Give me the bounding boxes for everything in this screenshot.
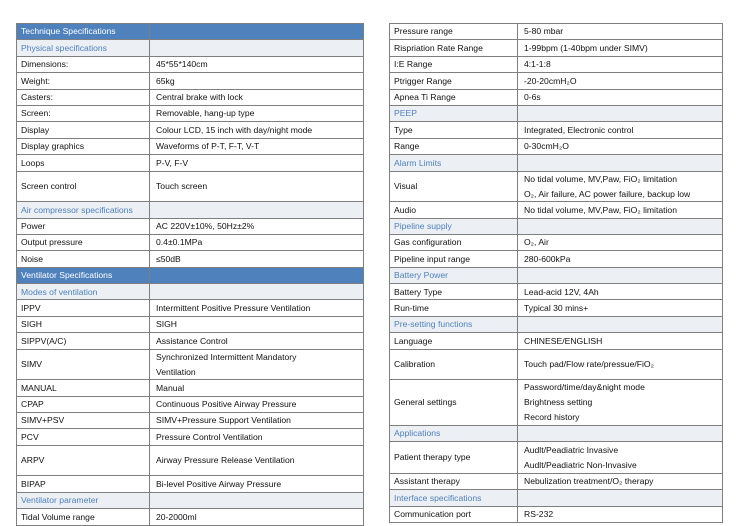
spec-value-line: 45*55*140cm: [156, 59, 208, 70]
right-spec-table: [389, 23, 723, 523]
spec-row-i-e-range: [390, 56, 723, 72]
spec-value: [150, 89, 364, 105]
spec-label: Type: [390, 122, 518, 138]
spec-label: Pipeline input range: [390, 251, 518, 267]
spec-row-output-pressure: [17, 234, 364, 250]
spec-value-line: 280-600kPa: [524, 253, 571, 264]
spec-row-manual: [17, 380, 364, 396]
spec-label: Noise: [17, 251, 150, 267]
subsection-filler: [518, 155, 723, 171]
spec-row-range: [390, 138, 723, 154]
spec-label: Assistant therapy: [390, 473, 518, 489]
spec-value: [518, 380, 723, 426]
subsection-title: Interface specifications: [390, 490, 518, 506]
subsection-filler: [518, 490, 723, 506]
section-header: [17, 267, 364, 283]
spec-value: [150, 171, 364, 202]
spec-value: [150, 105, 364, 121]
spec-label: General settings: [390, 380, 518, 426]
subsection-header: [390, 267, 723, 283]
subsection-title: PEEP: [390, 105, 518, 121]
subsection-title: Air compressor specifications: [17, 202, 150, 218]
spec-label: ARPV: [17, 445, 150, 476]
spec-value-line: Intermittent Positive Pressure Ventilation: [156, 302, 311, 313]
subsection-header: [390, 105, 723, 121]
spec-label: Pressure range: [390, 24, 518, 40]
spec-label: SIMV: [17, 349, 150, 380]
section-title: Ventilator Specifications: [17, 267, 150, 283]
spec-value-line: P-V, F-V: [156, 157, 189, 168]
spec-value-line: Record history: [524, 412, 580, 423]
subsection-filler: [518, 316, 723, 332]
spec-value: [150, 476, 364, 492]
spec-value: [150, 413, 364, 429]
spec-value-line: Audlt/Peadiatric Non-Invasive: [524, 459, 637, 470]
subsection-title: Alarm Limits: [390, 155, 518, 171]
spec-label: SIGH: [17, 316, 150, 332]
spec-value-line: 65kg: [156, 75, 175, 86]
subsection-filler: [518, 426, 723, 442]
spec-value: [150, 234, 364, 250]
spec-row-casters: [17, 89, 364, 105]
spec-value: [150, 138, 364, 154]
subsection-title: Battery Power: [390, 267, 518, 283]
subsection-title: Ventilator parameter: [17, 492, 150, 508]
spec-row-display: [17, 122, 364, 138]
subsection-filler: [150, 202, 364, 218]
spec-value: [150, 380, 364, 396]
spec-value: [518, 349, 723, 380]
spec-label: Apnea Ti Range: [390, 89, 518, 105]
spec-row-apnea-ti-range: [390, 89, 723, 105]
spec-value: [150, 316, 364, 332]
spec-value: [518, 122, 723, 138]
spec-value-line: No tidal volume, MV,Paw, FiO₂ limitation: [524, 204, 677, 215]
section-filler: [150, 267, 364, 283]
spec-value: [518, 284, 723, 300]
subsection-header: [390, 490, 723, 506]
spec-value-line: AC 220V±10%, 50Hz±2%: [156, 220, 255, 231]
spec-value: [518, 202, 723, 218]
spec-label: Power: [17, 218, 150, 234]
subsection-title: Modes of ventilation: [17, 284, 150, 300]
spec-value-line: Colour LCD, 15 inch with day/night mode: [156, 124, 313, 135]
spec-value-line: Lead-acid 12V, 4Ah: [524, 286, 599, 297]
spec-value-line: 1-99bpm (1-40bpm under SIMV): [524, 42, 648, 53]
spec-label: Run-time: [390, 300, 518, 316]
subsection-filler: [518, 218, 723, 234]
spec-value-line: O₂, Air failure, AC power failure, backup low: [524, 188, 691, 199]
spec-value: [518, 473, 723, 489]
spec-row-ippv: [17, 300, 364, 316]
subsection-header: [390, 316, 723, 332]
subsection-title: Applications: [390, 426, 518, 442]
spec-label: Screen:: [17, 105, 150, 121]
spec-value: [150, 396, 364, 412]
spec-row-weight: [17, 73, 364, 89]
spec-value-line: 0.4±0.1MPa: [156, 237, 203, 248]
spec-value-line: Waveforms of P-T, F-T, V-T: [156, 141, 260, 152]
spec-value: [518, 56, 723, 72]
spec-row-ptrigger-range: [390, 73, 723, 89]
spec-label: Gas configuration: [390, 234, 518, 250]
subsection-header: [390, 155, 723, 171]
spec-value-line: Assistance Control: [156, 335, 228, 346]
spec-value: [150, 122, 364, 138]
subsection-title: Pre-setting functions: [390, 316, 518, 332]
spec-value: [150, 73, 364, 89]
subsection-header: [390, 218, 723, 234]
subsection-filler: [518, 267, 723, 283]
spec-value: [150, 251, 364, 267]
spec-value-line: Synchronized Intermittent Mandatory: [156, 351, 297, 362]
spec-row-battery-type: [390, 284, 723, 300]
spec-row-visual: [390, 171, 723, 202]
spec-value: [150, 56, 364, 72]
spec-row-display-graphics: [17, 138, 364, 154]
spec-value: [518, 234, 723, 250]
spec-label: Screen control: [17, 171, 150, 202]
spec-label: Visual: [390, 171, 518, 202]
subsection-header: [17, 202, 364, 218]
spec-value: [150, 300, 364, 316]
left-spec-table-body: [17, 24, 364, 526]
spec-value-line: 5-80 mbar: [524, 26, 564, 37]
spec-label: Ptrigger Range: [390, 73, 518, 89]
spec-value-line: Integrated, Electronic control: [524, 124, 634, 135]
spec-value-line: Manual: [156, 382, 185, 393]
spec-value-line: Audlt/Peadiatric Invasive: [524, 444, 619, 455]
subsection-filler: [150, 492, 364, 508]
spec-value: [518, 506, 723, 522]
spec-row-language: [390, 333, 723, 349]
spec-row-simv-psv: [17, 413, 364, 429]
spec-value-line: No tidal volume, MV,Paw, FiO₂ limitation: [524, 173, 677, 184]
spec-row-sigh: [17, 316, 364, 332]
spec-value: [150, 333, 364, 349]
spec-value-line: Typical 30 mins+: [524, 302, 589, 313]
spec-label: SIMV+PSV: [17, 413, 150, 429]
spec-row-rispriation-rate-range: [390, 40, 723, 56]
spec-value-line: Touch pad/Flow rate/pressue/FiO₂: [524, 359, 654, 370]
section-title: Technique Specifications: [17, 24, 150, 40]
subsection-filler: [518, 105, 723, 121]
spec-value-line: Airway Pressure Release Ventilation: [156, 455, 295, 466]
spec-row-pressure-range: [390, 24, 723, 40]
spec-value-line: Removable, hang-up type: [156, 108, 255, 119]
spec-value-line: -20-20cmH₂O: [524, 75, 577, 86]
spec-row-dimensions: [17, 56, 364, 72]
spec-row-communication-port: [390, 506, 723, 522]
spec-row-bipap: [17, 476, 364, 492]
spec-value: [518, 89, 723, 105]
spec-value: [150, 445, 364, 476]
spec-row-tidal-volume-range: [17, 509, 364, 525]
spec-value-line: Pressure Control Ventilation: [156, 431, 263, 442]
spec-row-cpap: [17, 396, 364, 412]
spec-value: [518, 442, 723, 474]
spec-row-noise: [17, 251, 364, 267]
subsection-title: Physical specifications: [17, 40, 150, 56]
spec-label: CPAP: [17, 396, 150, 412]
spec-row-type: [390, 122, 723, 138]
spec-label: Loops: [17, 155, 150, 171]
spec-value: [518, 73, 723, 89]
spec-label: Rispriation Rate Range: [390, 40, 518, 56]
spec-value: [518, 171, 723, 202]
spec-label: Calibration: [390, 349, 518, 380]
subsection-header: [17, 284, 364, 300]
spec-label: Output pressure: [17, 234, 150, 250]
spec-value-line: 4:1-1:8: [524, 59, 551, 70]
spec-value-line: Central brake with lock: [156, 92, 243, 102]
spec-label: Language: [390, 333, 518, 349]
spec-label: IPPV: [17, 300, 150, 316]
spec-value-line: RS-232: [524, 509, 554, 520]
spec-value: [518, 333, 723, 349]
spec-value: [518, 40, 723, 56]
spec-row-screen: [17, 105, 364, 121]
spec-row-screen-control: [17, 171, 364, 202]
spec-value-line: SIMV+Pressure Support Ventilation: [156, 415, 291, 426]
spec-value: [518, 24, 723, 40]
spec-label: MANUAL: [17, 380, 150, 396]
left-spec-table: [16, 23, 364, 526]
spec-value-line: 0-30cmH₂O: [524, 141, 569, 152]
spec-row-run-time: [390, 300, 723, 316]
spec-value-line: ≤50dB: [156, 253, 181, 264]
spec-value: [518, 300, 723, 316]
spec-value: [150, 429, 364, 445]
spec-label: Audio: [390, 202, 518, 218]
spec-row-simv: [17, 349, 364, 380]
spec-value: [150, 155, 364, 171]
spec-label: Casters:: [17, 89, 150, 105]
right-spec-table-body: [390, 24, 723, 523]
subsection-title: Pipeline supply: [390, 218, 518, 234]
spec-value: [518, 138, 723, 154]
spec-value-line: Nebulization treatment/O₂ therapy: [524, 476, 654, 487]
spec-row-pcv: [17, 429, 364, 445]
spec-label: Range: [390, 138, 518, 154]
spec-value: [150, 218, 364, 234]
spec-value-line: Touch screen: [156, 181, 208, 192]
spec-row-audio: [390, 202, 723, 218]
spec-label: Battery Type: [390, 284, 518, 300]
spec-label: Display: [17, 122, 150, 138]
spec-label: PCV: [17, 429, 150, 445]
spec-label: Dimensions:: [17, 56, 150, 72]
spec-value-line: CHINESE/ENGLISH: [524, 335, 603, 346]
spec-value-line: Ventilation: [156, 366, 196, 377]
spec-label: Communication port: [390, 506, 518, 522]
spec-label: I:E Range: [390, 56, 518, 72]
spec-label: BIPAP: [17, 476, 150, 492]
spec-value: [150, 349, 364, 380]
subsection-filler: [150, 284, 364, 300]
spec-label: Patient therapy type: [390, 442, 518, 474]
spec-value-line: Bi-level Positive Airway Pressure: [156, 478, 282, 489]
spec-value-line: Continuous Positive Airway Pressure: [156, 399, 297, 410]
spec-row-sippv-a-c: [17, 333, 364, 349]
spec-label: Tidal Volume range: [17, 509, 150, 525]
section-filler: [150, 24, 364, 40]
spec-label: Weight:: [17, 73, 150, 89]
spec-label: SIPPV(A/C): [17, 333, 150, 349]
subsection-filler: [150, 40, 364, 56]
spec-row-general-settings: [390, 380, 723, 426]
spec-row-calibration: [390, 349, 723, 380]
spec-value-line: O₂, Air: [524, 237, 549, 248]
spec-row-power: [17, 218, 364, 234]
spec-value-line: Password/time/day&night mode: [524, 382, 645, 393]
section-header: [17, 24, 364, 40]
subsection-header: [17, 492, 364, 508]
spec-value-line: Brightness setting: [524, 397, 593, 408]
spec-row-arpv: [17, 445, 364, 476]
spec-value-line: 0-6s: [524, 92, 541, 102]
spec-label: Display graphics: [17, 138, 150, 154]
spec-row-assistant-therapy: [390, 473, 723, 489]
spec-row-pipeline-input-range: [390, 251, 723, 267]
spec-value-line: 20-2000ml: [156, 511, 197, 522]
spec-value: [518, 251, 723, 267]
spec-row-loops: [17, 155, 364, 171]
spec-value-line: SIGH: [156, 319, 178, 330]
subsection-header: [17, 40, 364, 56]
spec-value: [150, 509, 364, 525]
spec-row-patient-therapy-type: [390, 442, 723, 474]
spec-row-gas-configuration: [390, 234, 723, 250]
subsection-header: [390, 426, 723, 442]
